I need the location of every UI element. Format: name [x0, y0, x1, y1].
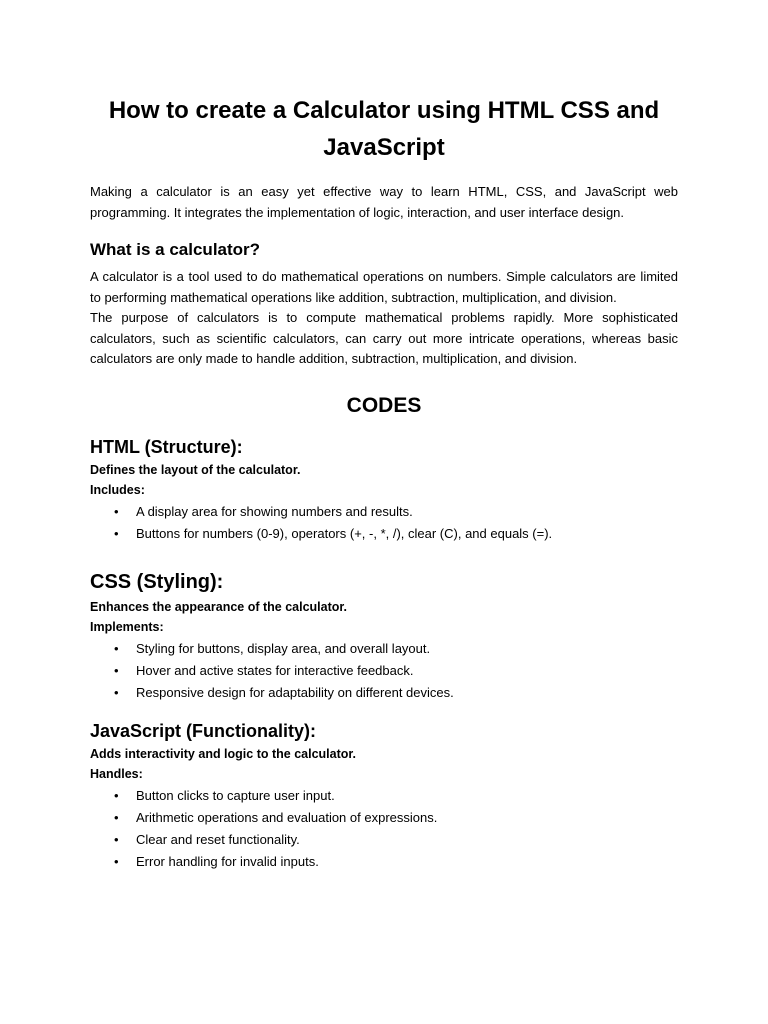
- section-list-label: Implements:: [90, 620, 164, 634]
- list-item: [114, 807, 678, 829]
- list-item-text: A display area for showing numbers and results.: [136, 503, 413, 519]
- bullet-icon: •: [114, 853, 119, 869]
- list-item: [114, 638, 678, 660]
- list-item-text: Buttons for numbers (0-9), operators (+, -, *, /), clear (C), and equals (=).: [136, 525, 553, 541]
- list-item: [114, 829, 678, 851]
- what-is-paragraph-1: A calculator is a tool used to do mathematical operations on numbers. Simple calculators are limited to performing mathematical operations like addition, subtraction, multiplication, and division.: [90, 269, 678, 305]
- list-item: [114, 851, 678, 873]
- what-is-heading: What is a calculator?: [90, 240, 261, 259]
- section-html: [90, 436, 678, 545]
- bullet-list: [90, 638, 678, 704]
- document-content: [90, 92, 678, 873]
- list-item-text: Error handling for invalid inputs.: [136, 853, 319, 869]
- page-title: How to create a Calculator using HTML CSS and JavaScript: [108, 97, 660, 161]
- section-description: Adds interactivity and logic to the calculator.: [90, 746, 357, 761]
- bullet-icon: •: [114, 684, 119, 700]
- list-item-text: Clear and reset functionality.: [136, 831, 300, 847]
- section-description: Enhances the appearance of the calculator.: [90, 599, 348, 614]
- bullet-icon: •: [114, 503, 119, 519]
- section-title: CSS (Styling):: [90, 570, 224, 593]
- bullet-icon: •: [114, 525, 119, 541]
- bullet-list: [90, 501, 678, 545]
- list-item: [114, 785, 678, 807]
- list-item-text: Button clicks to capture user input.: [136, 787, 335, 803]
- section-css: [90, 569, 678, 704]
- bullet-icon: •: [114, 662, 119, 678]
- bullet-icon: •: [114, 809, 119, 825]
- list-item: [114, 501, 678, 523]
- section-title: JavaScript (Functionality):: [90, 720, 317, 741]
- section-list-label: Handles:: [90, 767, 143, 781]
- bullet-icon: •: [114, 640, 119, 656]
- list-item: [114, 523, 678, 545]
- list-item-text: Hover and active states for interactive feedback.: [136, 662, 414, 678]
- codes-heading: CODES: [346, 393, 422, 417]
- section-list-label: Includes:: [90, 483, 145, 497]
- section-title: HTML (Structure):: [90, 436, 243, 457]
- bullet-icon: •: [114, 787, 119, 803]
- list-item-text: Responsive design for adaptability on different devices.: [136, 684, 454, 700]
- spacer: [90, 545, 678, 569]
- list-item: [114, 682, 678, 704]
- section-javascript: [90, 720, 678, 873]
- spacer: [90, 704, 678, 720]
- list-item-text: Styling for buttons, display area, and overall layout.: [136, 640, 431, 656]
- what-is-paragraph-2: The purpose of calculators is to compute mathematical problems rapidly. More sophisticated calculators, such as scientific calculators, can carry out more intricate operations, whereas basic calculators are only made to handle addition, subtraction, multiplication, and division.: [90, 310, 678, 366]
- list-item-text: Arithmetic operations and evaluation of expressions.: [136, 809, 438, 825]
- section-description: Defines the layout of the calculator.: [90, 462, 301, 477]
- intro-paragraph: Making a calculator is an easy yet effective way to learn HTML, CSS, and JavaScript web programming. It integrates the implementation of logic, interaction, and user interface design.: [90, 184, 678, 220]
- bullet-icon: •: [114, 831, 119, 847]
- bullet-list: [90, 785, 678, 873]
- list-item: [114, 660, 678, 682]
